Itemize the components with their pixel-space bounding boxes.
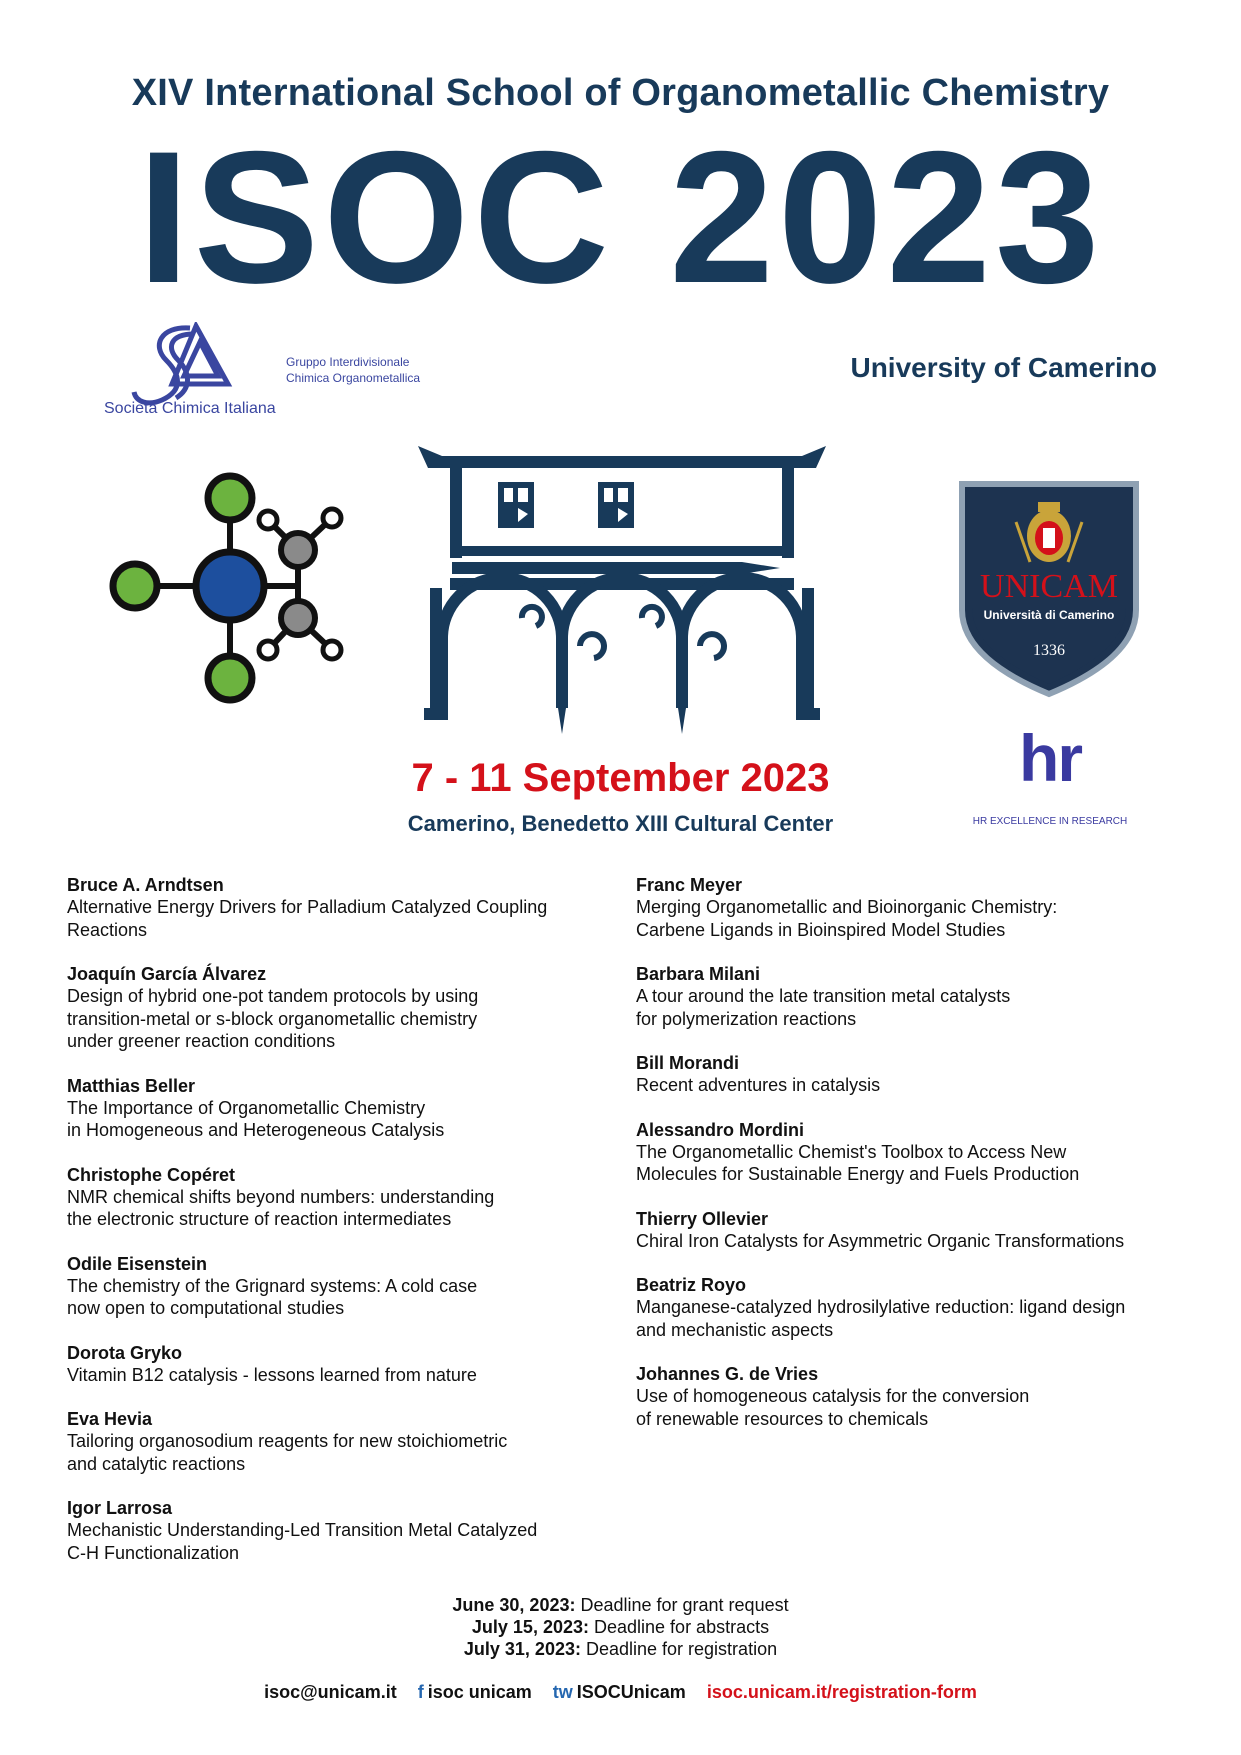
speaker-entry	[636, 1052, 1196, 1097]
speaker-entry	[67, 874, 607, 941]
deadline-text: Deadline for grant request	[575, 1595, 789, 1615]
speaker-talk: The Importance of Organometallic Chemistry in Homogeneous and Heterogeneous Catalysis	[67, 1097, 445, 1140]
speaker-talk: A tour around the late transition metal catalysts for polymerization reactions	[636, 986, 1011, 1029]
speakers-right-column	[636, 874, 1196, 1452]
deadlines-block	[0, 1594, 1241, 1660]
speaker-name: Bruce A. Arndtsen	[67, 875, 224, 895]
speaker-name: Franc Meyer	[636, 875, 743, 895]
speaker-name: Igor Larrosa	[67, 1498, 173, 1518]
deadline-date: July 15, 2023:	[471, 1617, 589, 1637]
speaker-name: Matthias Beller	[67, 1075, 196, 1096]
molecule-icon	[100, 468, 370, 718]
speaker-entry	[67, 1164, 607, 1231]
event-title: ISOC 2023	[137, 112, 1104, 322]
speaker-name: Dorota Gryko	[67, 1342, 183, 1363]
speaker-entry	[636, 1363, 1196, 1430]
deadline-text: Deadline for registration	[580, 1639, 778, 1659]
speaker-talk: Chiral Iron Catalysts for Asymmetric Organic Transformations	[636, 1230, 1125, 1251]
facebook-icon: f	[417, 1682, 424, 1702]
speaker-entry	[67, 1497, 607, 1564]
deadline-row	[0, 1616, 1241, 1638]
twitter-handle: ISOCUnicam	[576, 1682, 686, 1702]
speaker-name: Christophe Copéret	[67, 1164, 236, 1185]
deadline-date: July 31, 2023:	[463, 1639, 581, 1659]
hr-caption: HR EXCELLENCE IN RESEARCH	[972, 816, 1128, 827]
speaker-entry	[67, 1253, 607, 1320]
unicam-name: UNICAM	[980, 568, 1118, 605]
speaker-name: Eva Hevia	[67, 1409, 153, 1429]
event-subtitle: XIV International School of Organometallic Chemistry	[131, 72, 1110, 114]
unicam-subtitle: Università di Camerino	[983, 608, 1115, 622]
speaker-entry	[67, 963, 607, 1053]
speaker-talk: Manganese-catalyzed hydrosilylative reduction: ligand design and mechanistic aspects	[636, 1297, 1126, 1340]
twitter-icon: tw	[552, 1682, 573, 1702]
speaker-entry	[636, 874, 1196, 941]
deadline-text: Deadline for abstracts	[589, 1617, 770, 1637]
registration-link[interactable]: isoc.unicam.it/registration-form	[706, 1682, 977, 1702]
sci-group-line1: Gruppo Interdivisionale	[286, 355, 410, 369]
facebook-handle: isoc unicam	[427, 1682, 532, 1702]
speaker-entry	[67, 1075, 607, 1142]
speaker-name: Barbara Milani	[636, 964, 761, 984]
speaker-talk: The Organometallic Chemist's Toolbox to Access New Molecules for Sustainable Energy and Fuels Production	[636, 1141, 1080, 1184]
deadline-date: June 30, 2023:	[452, 1595, 576, 1615]
speaker-name: Beatriz Royo	[636, 1275, 747, 1295]
speaker-name: Joaquín García Álvarez	[67, 964, 267, 984]
deadline-row	[0, 1638, 1241, 1660]
speaker-talk: Vitamin B12 catalysis - lessons learned from nature	[67, 1364, 477, 1385]
sci-group-label	[286, 354, 420, 386]
speakers-left-column	[67, 874, 607, 1586]
unicam-shield-logo	[958, 480, 1140, 698]
speaker-entry	[67, 1342, 607, 1387]
speaker-name: Alessandro Mordini	[636, 1119, 805, 1140]
speaker-entry	[67, 1408, 607, 1475]
email-link[interactable]: isoc@unicam.it	[264, 1682, 397, 1702]
speaker-talk: Merging Organometallic and Bioinorganic Chemistry: Carbene Ligands in Bioinspired Model Studies	[636, 897, 1058, 940]
deadline-row	[0, 1594, 1241, 1616]
speaker-name: Odile Eisenstein	[67, 1253, 208, 1274]
university-name: University of Camerino	[850, 352, 1157, 383]
unicam-year: 1336	[1033, 642, 1065, 659]
sci-caption: Società Chimica Italiana	[104, 400, 276, 417]
twitter-link[interactable]	[553, 1682, 686, 1702]
speaker-talk: NMR chemical shifts beyond numbers: understanding the electronic structure of reaction intermediates	[67, 1186, 495, 1229]
contacts-bar	[0, 1682, 1241, 1703]
speaker-talk: Alternative Energy Drivers for Palladium Catalyzed Coupling Reactions	[67, 897, 548, 940]
speaker-talk: Recent adventures in catalysis	[636, 1075, 881, 1095]
speaker-talk: Design of hybrid one-pot tandem protocols by using transition-metal or s-block organometallic chemistry under greener reaction conditions	[67, 986, 479, 1051]
speaker-entry	[636, 1208, 1196, 1253]
speaker-talk: Use of homogeneous catalysis for the conversion of renewable resources to chemicals	[636, 1386, 1030, 1429]
speaker-talk: The chemistry of the Grignard systems: A cold case now open to computational studies	[67, 1275, 478, 1318]
speaker-name: Bill Morandi	[636, 1053, 739, 1073]
speaker-talk: Mechanistic Understanding-Led Transition Metal Catalyzed C-H Functionalization	[67, 1520, 538, 1563]
speaker-talk: Tailoring organosodium reagents for new stoichiometric and catalytic reactions	[67, 1431, 508, 1474]
speaker-name: Thierry Ollevier	[636, 1208, 769, 1229]
hr-mark: hr	[1019, 721, 1081, 795]
speaker-name: Johannes G. de Vries	[636, 1364, 819, 1384]
building-icon	[412, 438, 832, 738]
event-dates: 7 - 11 September 2023	[411, 756, 830, 800]
event-venue: Camerino, Benedetto XIII Cultural Center	[407, 811, 834, 836]
sci-group-line2: Chimica Organometallica	[286, 371, 421, 385]
speaker-entry	[636, 963, 1196, 1030]
facebook-link[interactable]	[418, 1682, 532, 1702]
speaker-entry	[636, 1274, 1196, 1341]
speaker-entry	[636, 1119, 1196, 1186]
